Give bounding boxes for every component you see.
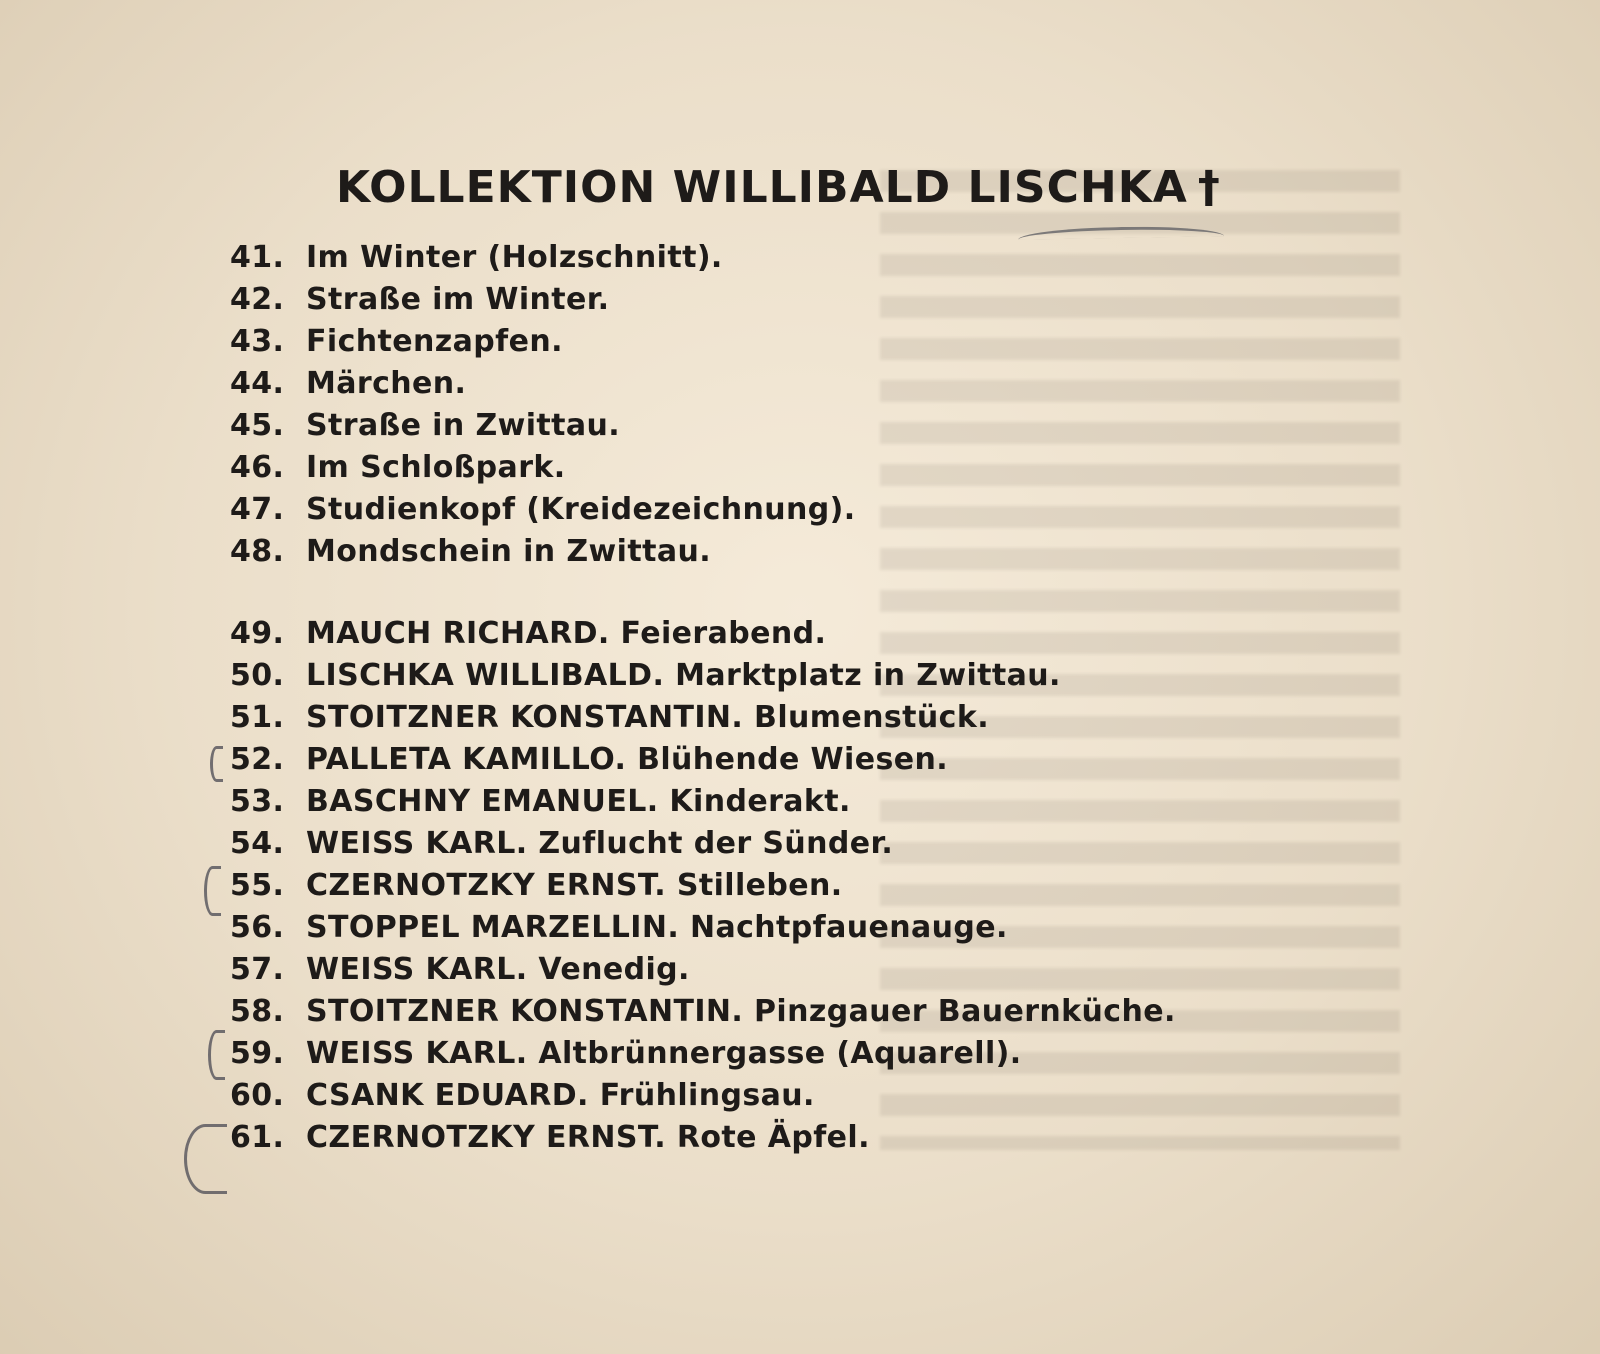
item-number: 50. — [230, 658, 285, 693]
item-number: 48. — [230, 534, 285, 569]
list-item — [230, 531, 856, 573]
item-number: 60. — [230, 1078, 285, 1113]
cross-mark: † — [1197, 162, 1221, 213]
page-title — [336, 162, 1221, 213]
item-number: 51. — [230, 700, 285, 735]
list-other-artists — [230, 613, 1176, 1159]
pencil-bracket-mark — [208, 1030, 225, 1080]
list-item — [230, 1075, 1176, 1117]
item-number: 52. — [230, 742, 285, 777]
list-item — [230, 1033, 1176, 1075]
list-item — [230, 907, 1176, 949]
list-item — [230, 613, 1176, 655]
item-number: 61. — [230, 1120, 285, 1155]
pencil-bracket-mark — [204, 866, 221, 916]
item-text: Straße im Winter. — [306, 282, 610, 317]
item-text: Im Winter (Holzschnitt). — [306, 240, 723, 275]
item-text: Fichtenzapfen. — [306, 324, 563, 359]
item-text: PALLETA KAMILLO. Blühende Wiesen. — [306, 742, 949, 777]
item-text: STOPPEL MARZELLIN. Nachtpfauenauge. — [306, 910, 1008, 945]
list-item — [230, 447, 856, 489]
list-item — [230, 405, 856, 447]
pencil-bracket-mark — [184, 1124, 227, 1194]
item-text: CZERNOTZKY ERNST. Rote Äpfel. — [306, 1120, 870, 1155]
item-text: CZERNOTZKY ERNST. Stilleben. — [306, 868, 843, 903]
list-item — [230, 697, 1176, 739]
item-text: Mondschein in Zwittau. — [306, 534, 712, 569]
item-text: WEISS KARL. Zuflucht der Sünder. — [306, 826, 894, 861]
item-text: STOITZNER KONSTANTIN. Pinzgauer Bauernküche. — [306, 994, 1176, 1029]
item-number: 41. — [230, 240, 285, 275]
item-text: Studienkopf (Kreidezeichnung). — [306, 492, 856, 527]
item-number: 53. — [230, 784, 285, 819]
item-number: 45. — [230, 408, 285, 443]
list-item — [230, 739, 1176, 781]
item-number: 59. — [230, 1036, 285, 1071]
item-number: 44. — [230, 366, 285, 401]
list-item — [230, 237, 856, 279]
pencil-bracket-mark — [210, 746, 223, 782]
title-text: KOLLEKTION WILLIBALD LISCHKA — [336, 162, 1188, 213]
list-item — [230, 823, 1176, 865]
item-number: 54. — [230, 826, 285, 861]
list-item — [230, 655, 1176, 697]
item-number: 58. — [230, 994, 285, 1029]
list-item — [230, 865, 1176, 907]
list-item — [230, 279, 856, 321]
item-number: 55. — [230, 868, 285, 903]
item-number: 47. — [230, 492, 285, 527]
item-number: 49. — [230, 616, 285, 651]
item-text: WEISS KARL. Altbrünnergasse (Aquarell). — [306, 1036, 1022, 1071]
item-number: 46. — [230, 450, 285, 485]
list-item — [230, 489, 856, 531]
item-text: STOITZNER KONSTANTIN. Blumenstück. — [306, 700, 990, 735]
item-number: 42. — [230, 282, 285, 317]
list-item — [230, 781, 1176, 823]
item-text: Märchen. — [306, 366, 467, 401]
list-item — [230, 949, 1176, 991]
item-text: LISCHKA WILLIBALD. Marktplatz in Zwittau. — [306, 658, 1061, 693]
item-text: MAUCH RICHARD. Feierabend. — [306, 616, 827, 651]
list-item — [230, 363, 856, 405]
item-text: CSANK EDUARD. Frühlingsau. — [306, 1078, 815, 1113]
list-item — [230, 991, 1176, 1033]
list-item — [230, 1117, 1176, 1159]
item-number: 56. — [230, 910, 285, 945]
item-text: Straße in Zwittau. — [306, 408, 621, 443]
list-item — [230, 321, 856, 363]
item-number: 57. — [230, 952, 285, 987]
item-number: 43. — [230, 324, 285, 359]
item-text: WEISS KARL. Venedig. — [306, 952, 690, 987]
item-text: BASCHNY EMANUEL. Kinderakt. — [306, 784, 851, 819]
item-text: Im Schloßpark. — [306, 450, 566, 485]
list-lischka-works — [230, 237, 856, 573]
